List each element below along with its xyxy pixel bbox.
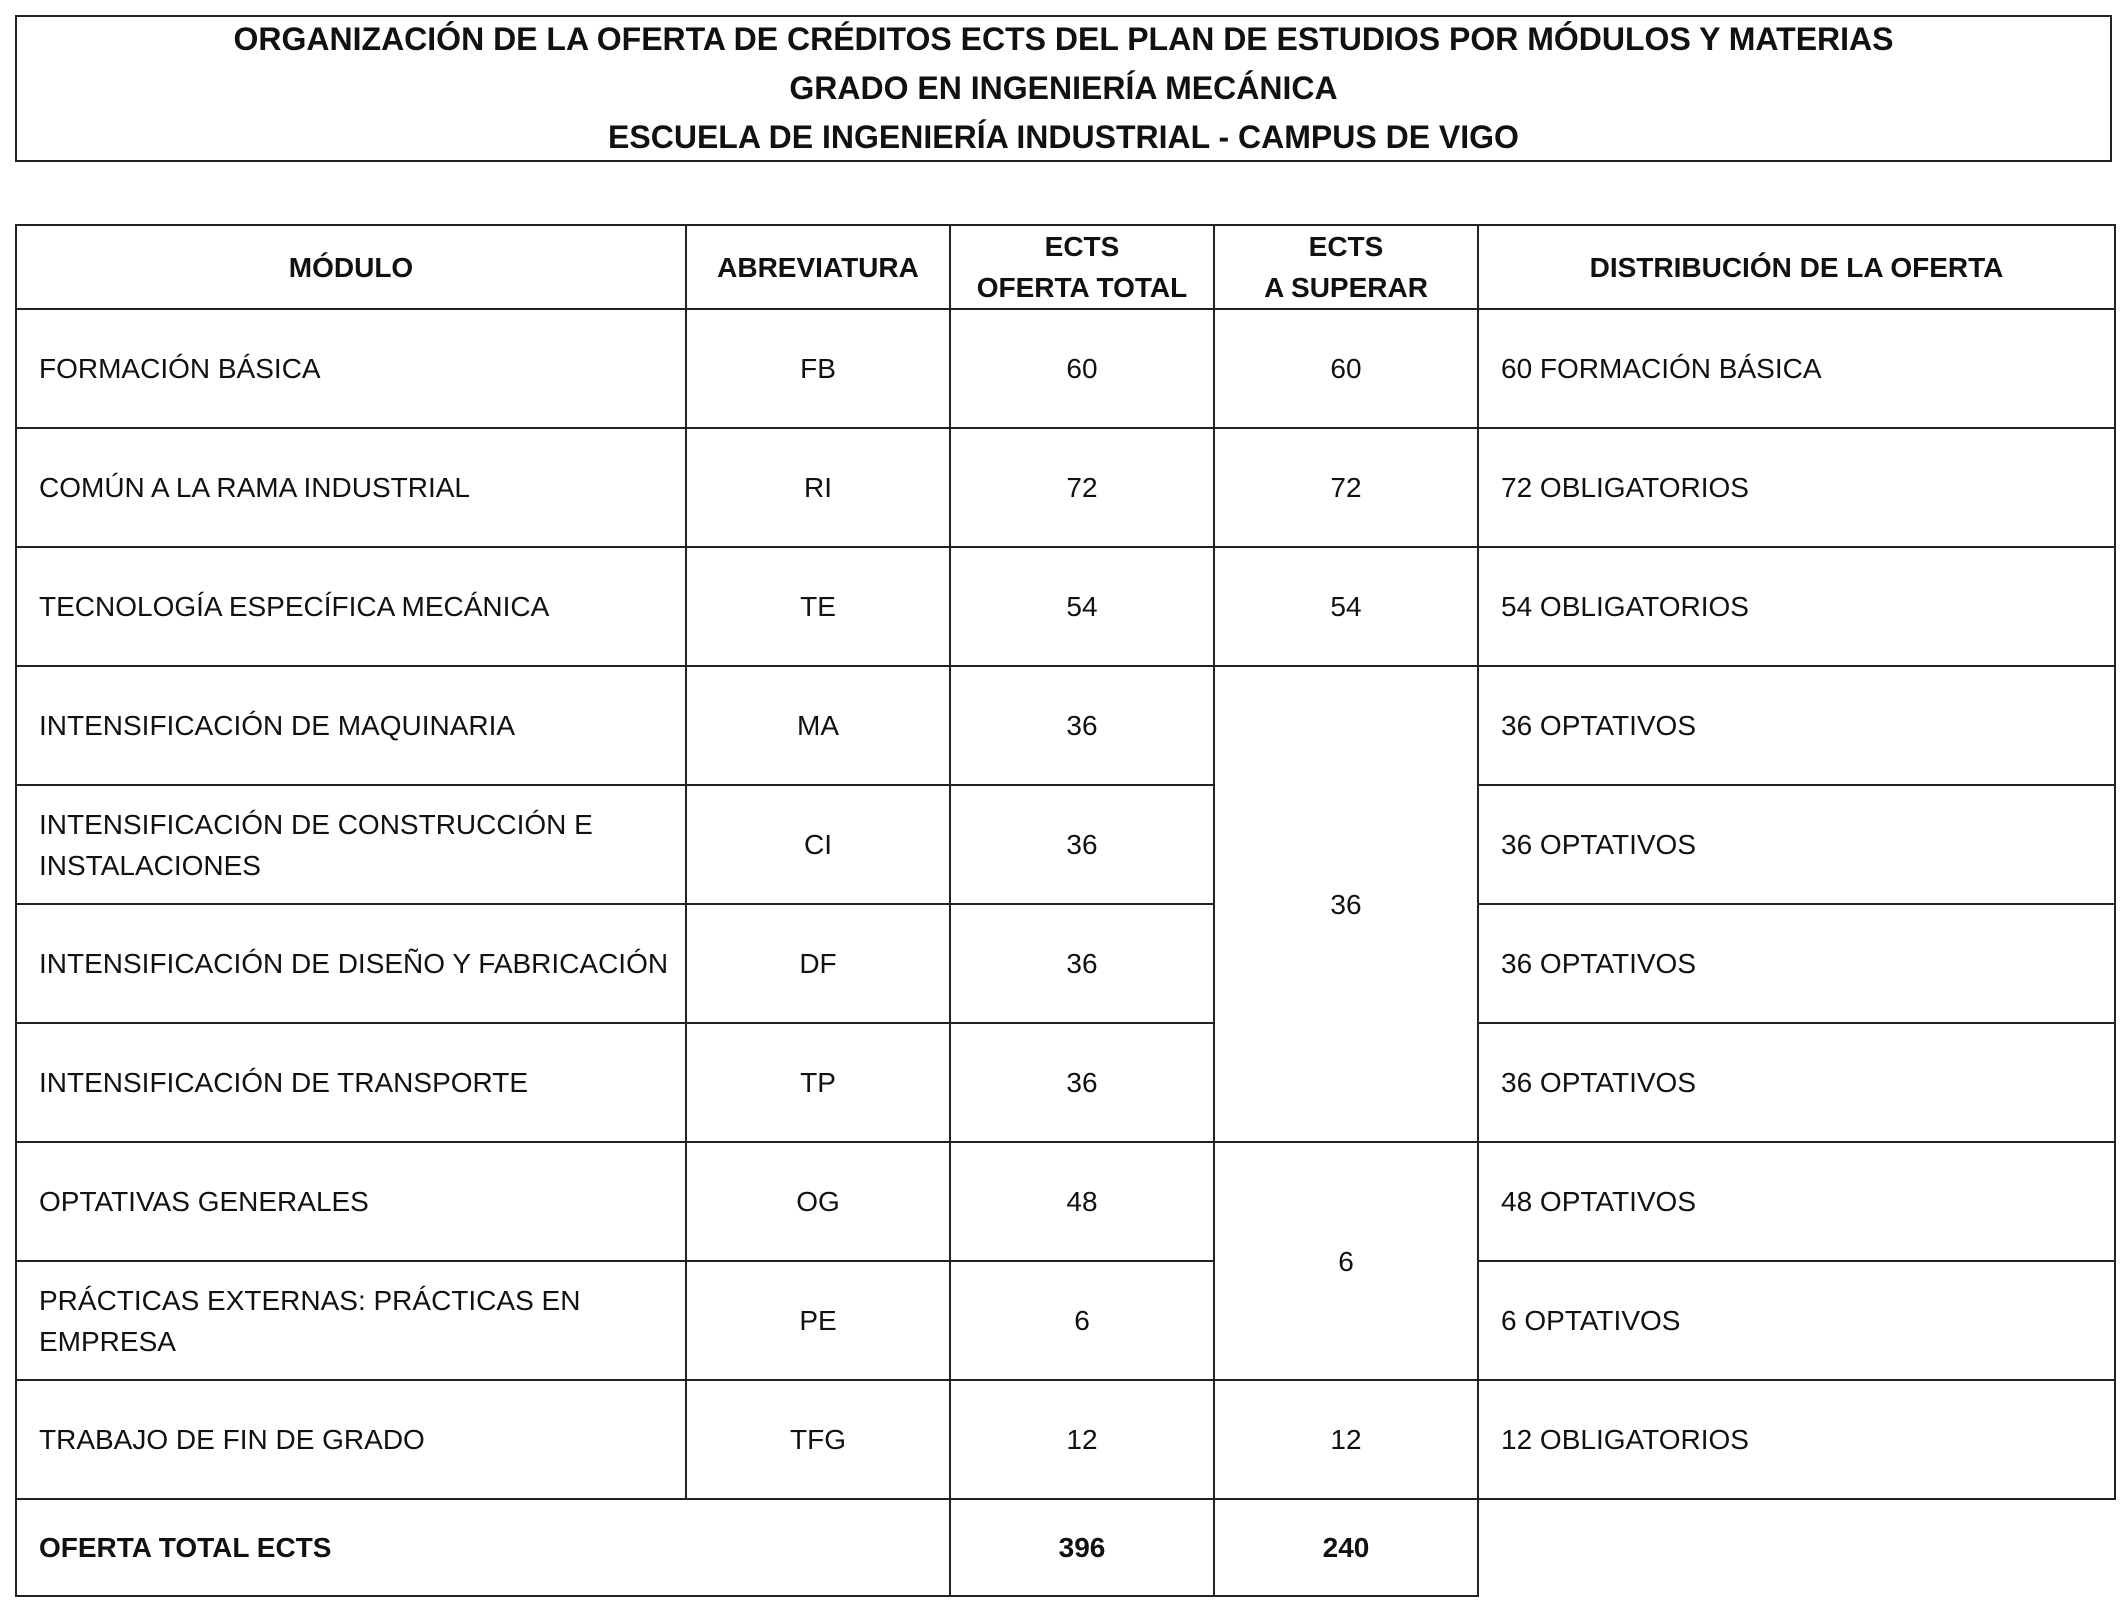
header-oferta-line-1: ECTS: [1044, 231, 1120, 262]
cell-ects-superar-optativas: 6: [1214, 1142, 1478, 1380]
total-ects-superar: 240: [1214, 1499, 1478, 1596]
cell-ects-oferta: 60: [950, 309, 1214, 428]
table-row: [16, 1380, 2115, 1499]
cell-abreviatura: OG: [686, 1142, 950, 1261]
table-row: [16, 904, 2115, 1023]
cell-modulo: INTENSIFICACIÓN DE MAQUINARIA: [16, 666, 686, 785]
ects-table: [15, 224, 2116, 1597]
header-modulo: MÓDULO: [16, 225, 686, 309]
table-row: [16, 1023, 2115, 1142]
header-superar-line-2: A SUPERAR: [1264, 272, 1428, 303]
cell-distribucion: 36 OPTATIVOS: [1478, 666, 2115, 785]
cell-distribucion: 54 OBLIGATORIOS: [1478, 547, 2115, 666]
cell-ects-oferta: 54: [950, 547, 1214, 666]
cell-abreviatura: RI: [686, 428, 950, 547]
cell-ects-oferta: 12: [950, 1380, 1214, 1499]
cell-ects-superar: 54: [1214, 547, 1478, 666]
document-title-box: [15, 15, 2112, 162]
cell-modulo: TRABAJO DE FIN DE GRADO: [16, 1380, 686, 1499]
cell-modulo: COMÚN A LA RAMA INDUSTRIAL: [16, 428, 686, 547]
cell-ects-oferta: 6: [950, 1261, 1214, 1380]
title-line-3: ESCUELA DE INGENIERÍA INDUSTRIAL - CAMPUS DE VIGO: [608, 119, 1519, 155]
cell-distribucion: 72 OBLIGATORIOS: [1478, 428, 2115, 547]
cell-abreviatura: CI: [686, 785, 950, 904]
total-empty-cell: [1478, 1499, 2115, 1596]
table-row: [16, 547, 2115, 666]
header-oferta-line-2: OFERTA TOTAL: [976, 272, 1188, 303]
cell-abreviatura: TE: [686, 547, 950, 666]
cell-modulo: TECNOLOGÍA ESPECÍFICA MECÁNICA: [16, 547, 686, 666]
cell-abreviatura: TP: [686, 1023, 950, 1142]
cell-abreviatura: MA: [686, 666, 950, 785]
cell-abreviatura: FB: [686, 309, 950, 428]
cell-modulo: PRÁCTICAS EXTERNAS: PRÁCTICAS EN EMPRESA: [16, 1261, 686, 1380]
table-row: [16, 309, 2115, 428]
total-label: OFERTA TOTAL ECTS: [16, 1499, 950, 1596]
title-line-1: ORGANIZACIÓN DE LA OFERTA DE CRÉDITOS ECTS DEL PLAN DE ESTUDIOS POR MÓDULOS Y MATERIAS: [233, 21, 1894, 57]
header-superar-line-1: ECTS: [1308, 231, 1384, 262]
header-ects-oferta-total: [950, 225, 1214, 309]
table-row: [16, 666, 2115, 785]
header-distribucion: DISTRIBUCIÓN DE LA OFERTA: [1478, 225, 2115, 309]
cell-ects-oferta: 72: [950, 428, 1214, 547]
cell-distribucion: 12 OBLIGATORIOS: [1478, 1380, 2115, 1499]
table-header-row: [16, 225, 2115, 309]
header-ects-a-superar: [1214, 225, 1478, 309]
cell-ects-oferta: 36: [950, 785, 1214, 904]
cell-distribucion: 36 OPTATIVOS: [1478, 1023, 2115, 1142]
cell-distribucion: 60 FORMACIÓN BÁSICA: [1478, 309, 2115, 428]
cell-ects-superar-intensificacion: 36: [1214, 666, 1478, 1142]
total-ects-oferta: 396: [950, 1499, 1214, 1596]
cell-distribucion: 36 OPTATIVOS: [1478, 904, 2115, 1023]
cell-abreviatura: DF: [686, 904, 950, 1023]
cell-modulo: FORMACIÓN BÁSICA: [16, 309, 686, 428]
header-abreviatura: ABREVIATURA: [686, 225, 950, 309]
cell-abreviatura: TFG: [686, 1380, 950, 1499]
cell-abreviatura: PE: [686, 1261, 950, 1380]
cell-ects-oferta: 48: [950, 1142, 1214, 1261]
table-row: [16, 428, 2115, 547]
cell-distribucion: 36 OPTATIVOS: [1478, 785, 2115, 904]
cell-ects-oferta: 36: [950, 904, 1214, 1023]
cell-modulo: INTENSIFICACIÓN DE CONSTRUCCIÓN E INSTALACIONES: [16, 785, 686, 904]
table-total-row: [16, 1499, 2115, 1596]
cell-modulo: OPTATIVAS GENERALES: [16, 1142, 686, 1261]
cell-modulo: INTENSIFICACIÓN DE TRANSPORTE: [16, 1023, 686, 1142]
cell-ects-oferta: 36: [950, 1023, 1214, 1142]
cell-distribucion: 6 OPTATIVOS: [1478, 1261, 2115, 1380]
table-row: [16, 1142, 2115, 1261]
cell-modulo: INTENSIFICACIÓN DE DISEÑO Y FABRICACIÓN: [16, 904, 686, 1023]
table-row: [16, 785, 2115, 904]
cell-ects-superar: 12: [1214, 1380, 1478, 1499]
cell-ects-superar: 60: [1214, 309, 1478, 428]
title-line-2: GRADO EN INGENIERÍA MECÁNICA: [789, 70, 1338, 106]
cell-ects-superar: 72: [1214, 428, 1478, 547]
cell-distribucion: 48 OPTATIVOS: [1478, 1142, 2115, 1261]
table-row: [16, 1261, 2115, 1380]
cell-ects-oferta: 36: [950, 666, 1214, 785]
